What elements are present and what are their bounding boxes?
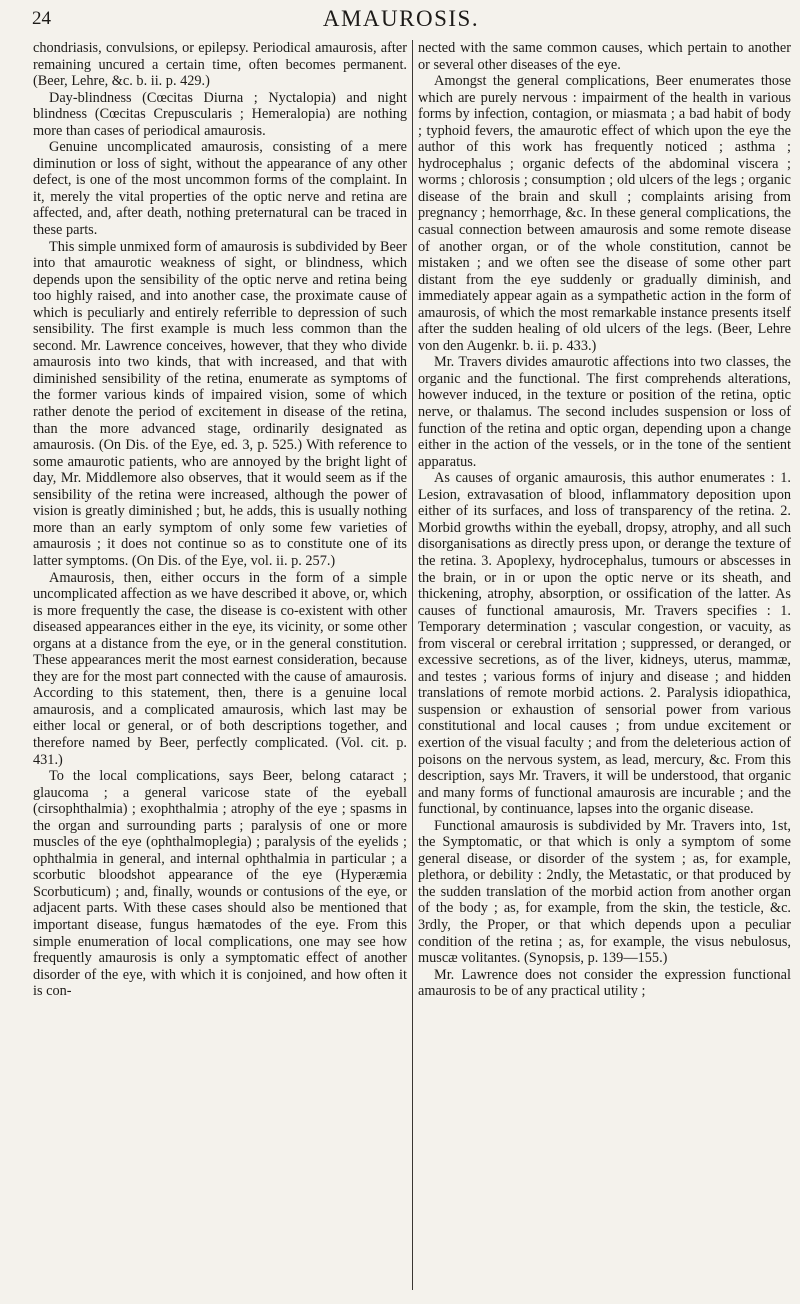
paragraph: Mr. Lawrence does not consider the expression functional amaurosis to be of any practical utility ; xyxy=(418,966,791,1000)
paragraph: Genuine uncomplicated amaurosis, consisting of a mere diminution or loss of sight, without the appearance of any other defect, is one of the most uncommon forms of the complaint. In it, merely the vital properties of the optic nerve and retina are affected, and, after death, nothing preternatural can be traced in these parts. xyxy=(33,139,407,239)
paragraph: To the local complications, says Beer, belong cataract ; glaucoma ; a general varicose state of the eyeball (cirsophthalmia) ; exophthalmia ; atrophy of the eye ; spasms in the organ and surrounding parts ; paralysis of one or more muscles of the eye (ophthalmoplegia) ; paralysis of the eyelids ; ophthalmia in general, and internal ophthalmia in particular ; a scorbutic bloodshot appearance of the eye (Hyperæmia Scorbuticum) ; and, finally, wounds or contusions of the eye, or adjacent parts. With these cases should also be mentioned that important disease, fungus hæmatodes of the eye. From this simple enumeration of local complications, one may see how frequently amaurosis is only a symptomatic effect of another disorder of the eye, with which it is conjoined, and how often it is con- xyxy=(33,768,407,1000)
right-column xyxy=(418,40,791,1000)
paragraph: chondriasis, convulsions, or epilepsy. Periodical amaurosis, after remaining uncured a certain time, often becomes permanent. (Beer, Lehre, &c. b. ii. p. 429.) xyxy=(33,40,407,90)
paragraph: nected with the same common causes, which pertain to another or several other diseases of the eye. xyxy=(418,40,791,73)
page-header xyxy=(32,6,770,36)
paragraph: Functional amaurosis is subdivided by Mr. Travers into, 1st, the Symptomatic, or that which is only a symptom of some general disease, or disorder of the system ; as, for example, plethora, or debility : 2ndly, the Metastatic, or that produced by the sudden translation of the morbid action from another organ of the body ; as, for example, from the skin, the testicle, &c. 3rdly, the Proper, or that which depends upon a peculiar condition of the retina ; as, for example, the visus nebulosus, muscæ volitantes. (Synopsis, p. 139—155.) xyxy=(418,817,791,967)
paragraph: Mr. Travers divides amaurotic affections into two classes, the organic and the functional. The first comprehends alterations, however induced, in the texture or position of the retina, optic nerve, or thalamus. The second includes suspension or loss of function of the retina and optic organ, depending upon a change either in the action of the vessels, or in the tone of the sentient apparatus. xyxy=(418,354,791,470)
paragraph: Amongst the general complications, Beer enumerates those which are purely nervous : impairment of the health in various forms by infection, contagion, or miasmata ; a bad habit of body ; typhoid fevers, the amaurotic effect of which upon the eye the author of this work has frequently noticed ; asthma ; hydrocephalus ; organic defects of the abdominal viscera ; worms ; chlorosis ; consumption ; old ulcers of the legs ; organic disease of the brain and skull ; complaints arising from pregnancy ; hemorrhage, &c. In these general complications, the casual connection between amaurosis and some remote disease of another organ, or of the whole constitution, cannot be mistaken ; and we often see the disease of some other part distant from the eye suddenly or gradually diminish, and immediately appear again as a sympathetic action in the form of amaurosis, of which the most remarkable instance presents itself after the sudden healing of old ulcers of the legs. (Beer, Lehre von den Augenkr. b. ii. p. 433.) xyxy=(418,73,791,354)
running-title: AMAUROSIS. xyxy=(322,6,480,31)
column-divider xyxy=(412,40,413,1290)
paragraph: As causes of organic amaurosis, this author enumerates : 1. Lesion, extravasation of blood, inflammatory deposition upon either of its surfaces, and loss of transparency of the retina. 2. Morbid growths within the eyeball, dropsy, atrophy, and all such disorganisations as directly press upon, or derange the texture of the retina. 3. Apoplexy, hydrocephalus, tumours or abscesses in the brain, or in or upon the optic nerve or its sheath, and thickening, atrophy, absorption, or ossification of the latter. As causes of functional amaurosis, Mr. Travers specifies : 1. Temporary determination ; vascular congestion, or vacuity, as from visceral or cerebral irritation ; suppressed, or deranged, or excessive secretions, as of the liver, kidneys, uterus, mammæ, and testes ; various forms of injury and disease ; and hidden translations of remote morbid actions. 2. Paralysis idiopathica, suspension or exhaustion of sensorial power from various constitutional and local causes ; from undue excitement or exertion of the visual faculty ; and from the deleterious action of poisons on the nervous system, as lead, mercury, &c. From this description, says Mr. Travers, it will be understood, that organic and many forms of functional amaurosis are incurable ; and the functional, by continuance, lapses into the organic disease. xyxy=(418,470,791,818)
paragraph: Day-blindness (Cœcitas Diurna ; Nyctalopia) and night blindness (Cœcitas Crepuscularis ; Hemeralopia) are nothing more than cases of periodical amaurosis. xyxy=(33,89,407,139)
page-number: 24 xyxy=(32,8,51,29)
paragraph: This simple unmixed form of amaurosis is subdivided by Beer into that amaurotic weakness of sight, or blindness, which depends upon the sensibility of the optic nerve and retina being too highly raised, and into another case, the proximate cause of which is peculiarly and entirely referrible to depression of such sensibility. The first example is much less common than the second. Mr. Lawrence conceives, however, that they who divide amaurosis into two kinds, that with increased, and that with diminished sensibility of the retina, enumerate as symptoms of the former various kinds of impaired vision, some of which rather denote the period of excitement in disease of the retina, than the more advanced stage, ordinarily designated as amaurosis. (On Dis. of the Eye, ed. 3, p. 525.) With reference to some amaurotic patients, who are annoyed by the bright light of day, Mr. Middlemore also observes, that it would seem as if the sensibility of the retina were increased, although the power of vision is greatly diminished ; but, he adds, this is usually nothing more than an early symptom of only some few varieties of amaurosis ; it does not continue so as to constitute one of its latter symptoms. (On Dis. of the Eye, vol. ii. p. 257.) xyxy=(33,238,407,569)
left-column xyxy=(33,40,407,1000)
paragraph: Amaurosis, then, either occurs in the form of a simple uncomplicated affection as we have described it above, or, which is more frequently the case, the disease is co-existent with other diseased appearances either in the eye, its vicinity, or some other organs at a distance from the eye, or in the general constitution. These appearances merit the most earnest consideration, because they are for the most part connected with the cause of amaurosis. According to this statement, then, there is a genuine local amaurosis, and a complicated amaurosis, which last may be either local or general, or of both descriptions together, and therefore named by Beer, perfectly complicated. (Vol. cit. p. 431.) xyxy=(33,569,407,768)
